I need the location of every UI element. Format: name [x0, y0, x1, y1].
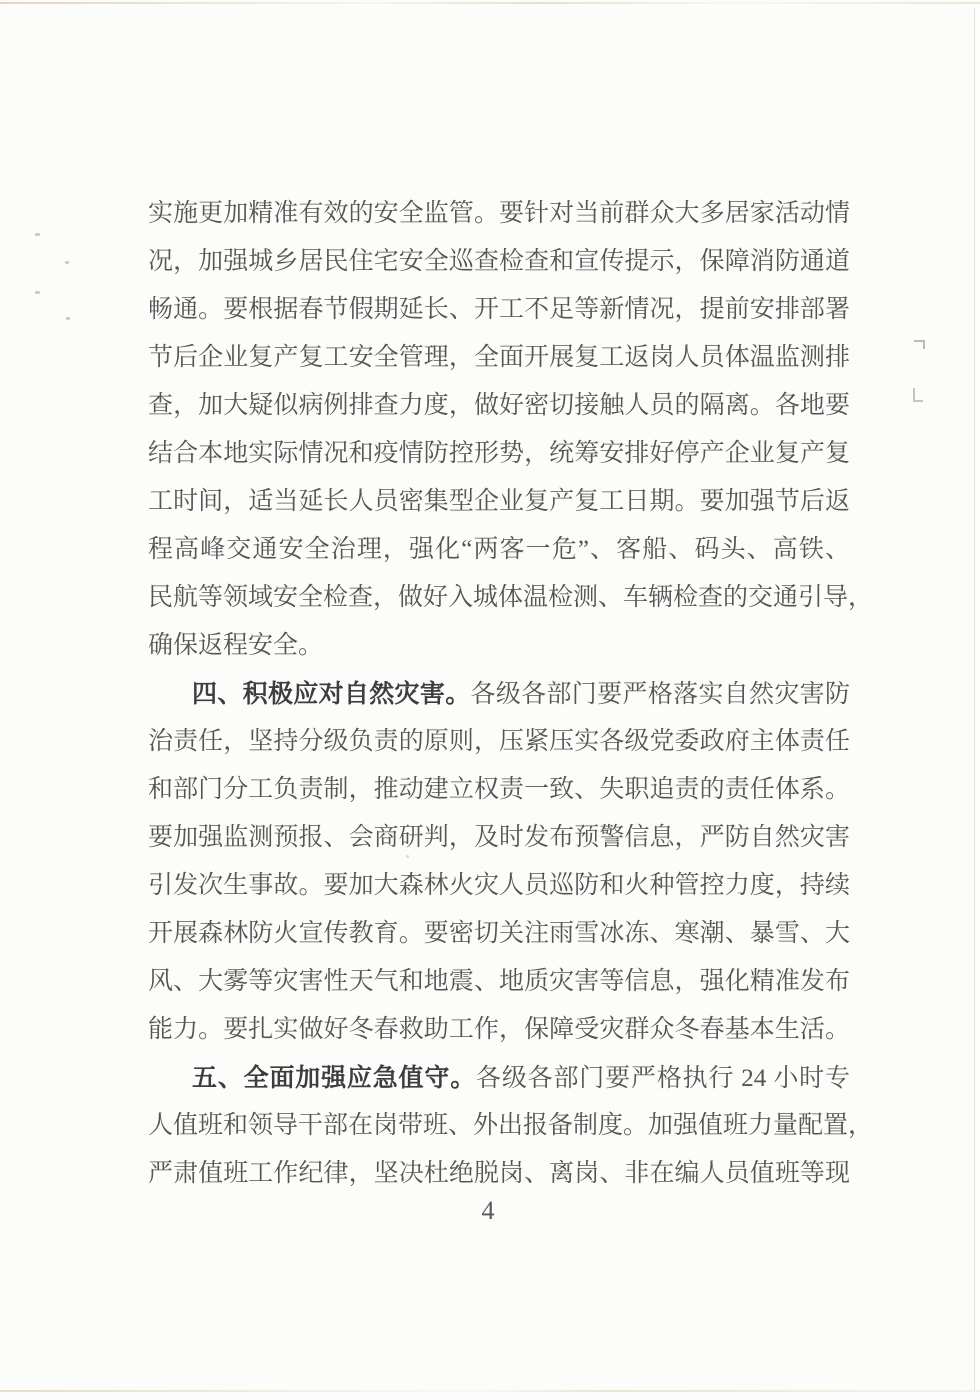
scan-edge-top [0, 2, 980, 4]
text-line: 引发次生事故。要加大森林火灾人员巡防和火种管控力度，持续 [148, 872, 850, 899]
scan-speck [35, 233, 40, 236]
text-line: 程高峰交通安全治理，强化“两客一危”、客船、码头、高铁、 [148, 536, 850, 563]
text-line: 和部门分工负责制，推动建立权责一致、失职追责的责任体系。 [148, 776, 850, 803]
page-number: 4 [481, 1196, 495, 1225]
text-line: 人值班和领导干部在岗带班、外出报备制度。加强值班力量配置， [148, 1112, 874, 1139]
text-line: 结合本地实际情况和疫情防控形势，统筹安排好停产企业复产复 [148, 440, 850, 467]
text-line: 四、积极应对自然灾害。各级各部门要严格落实自然灾害防 [192, 680, 850, 708]
text-line: 节后企业复产复工安全管理，全面开展复工返岗人员体温监测排 [148, 344, 850, 371]
scan-speck [66, 317, 70, 320]
text-line: 确保返程安全。 [148, 632, 324, 659]
scan-edge-bottom [0, 1390, 980, 1392]
text-line: 工时间，适当延长人员密集型企业复产复工日期。要加强节后返 [148, 488, 850, 515]
scan-speck [35, 291, 40, 294]
text-block [148, 190, 874, 1198]
text-line: 民航等领域安全检查，做好入城体温检测、车辆检查的交通引导， [148, 584, 874, 611]
text-line: 能力。要扎实做好冬春救助工作，保障受灾群众冬春基本生活。 [148, 1016, 850, 1043]
text-line: 五、全面加强应急值守。各级各部门要严格执行 24 小时专 [192, 1064, 850, 1092]
text-line: 治责任，坚持分级负责的原则，压紧压实各级党委政府主体责任 [148, 728, 850, 755]
scan-paper-strip-right [975, 8, 980, 1390]
text-line: 严肃值班工作纪律，坚决杜绝脱岗、离岗、非在编人员值班等现 [148, 1160, 850, 1187]
scan-stray-mark [913, 388, 923, 402]
text-line: 要加强监测预报、会商研判，及时发布预警信息，严防自然灾害 [148, 824, 850, 851]
text-line: 况，加强城乡居民住宅安全巡查检查和宣传提示，保障消防通道 [148, 248, 850, 275]
scan-edge-right [974, 8, 975, 1390]
section-heading: 四、积极应对自然灾害。 [192, 680, 471, 708]
text-line: 开展森林防火宣传教育。要密切关注雨雪冰冻、寒潮、暴雪、大 [148, 920, 850, 947]
section-heading: 五、全面加强应急值守。 [192, 1064, 477, 1092]
text-line: 查，加大疑似病例排查力度，做好密切接触人员的隔离。各地要 [148, 392, 850, 419]
text-line: 实施更加精准有效的安全监管。要针对当前群众大多居家活动情 [148, 200, 850, 227]
scan-speck [65, 261, 69, 264]
text-line: 风、大雾等灾害性天气和地震、地质灾害等信息，强化精准发布 [148, 968, 850, 995]
text-line: 畅通。要根据春节假期延长、开工不足等新情况，提前安排部署 [148, 296, 850, 323]
scan-stray-mark [914, 340, 925, 349]
